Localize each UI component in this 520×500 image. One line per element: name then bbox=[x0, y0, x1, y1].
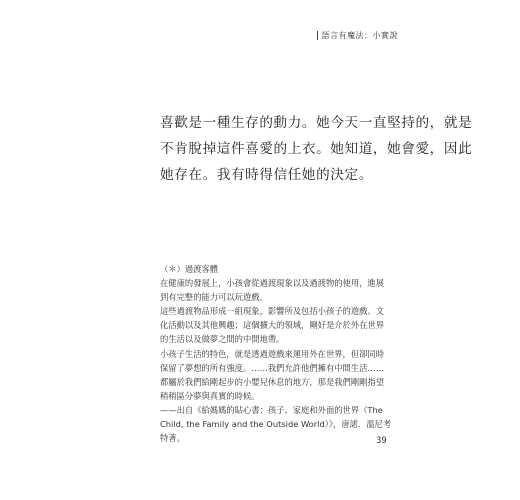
footnote-line: 都屬於我們給剛起步的小嬰兒休息的地方，那是我們剛剛指望 bbox=[160, 376, 385, 387]
footnote-citation-line: Child, the Family and the Outside World）》，唐諾．溫尼考 bbox=[160, 419, 392, 430]
footnote-line: 到有完整的能力可以玩遊戲。 bbox=[160, 292, 268, 303]
footnote-heading: （＊）過渡客體 bbox=[160, 264, 219, 274]
body-line-1: 喜歡是一種生存的動力。她今天一直堅持的，就是 bbox=[160, 115, 473, 131]
footnote-line: 這些過渡物品形成一組現象，影響所及包括小孩子的遊戲、文 bbox=[160, 306, 385, 317]
page-number: 39 bbox=[376, 436, 387, 446]
body-line-2: 不肯脫掉這件喜愛的上衣。她知道，她會愛，因此 bbox=[160, 141, 473, 157]
footnote-line: 在健康的發展上，小孩會從過渡現象以及過渡物的使用，進展 bbox=[160, 278, 385, 289]
footnote-line: 小孩子生活的特色，就是透過遊戲來運用外在世界，但卻同時 bbox=[160, 348, 385, 359]
footnote-line: 稍稍區分夢與真實的時候。 bbox=[160, 390, 260, 401]
footnote-citation-line: ——出自《給媽媽的貼心書：孩子、家庭和外面的世界（The bbox=[160, 404, 383, 415]
footnote bbox=[160, 262, 400, 445]
header-divider bbox=[317, 31, 318, 40]
footnote-line: 保留了夢想的所有強度。……我們允許他們擁有中間生活…… bbox=[160, 362, 385, 373]
running-header bbox=[317, 30, 399, 41]
running-title: 語言有魔法：小實說 bbox=[321, 31, 398, 40]
body-text bbox=[160, 110, 473, 188]
body-line-3: 她存在。我有時得信任她的決定。 bbox=[160, 167, 373, 183]
footnote-line: 的生活以及做夢之間的中間地帶。 bbox=[160, 334, 285, 345]
footnote-citation-line: 特著。 bbox=[160, 433, 185, 444]
footnote-line: 化活動以及其他興趣；這個擴大的領域，剛好是介於外在世界 bbox=[160, 320, 385, 331]
